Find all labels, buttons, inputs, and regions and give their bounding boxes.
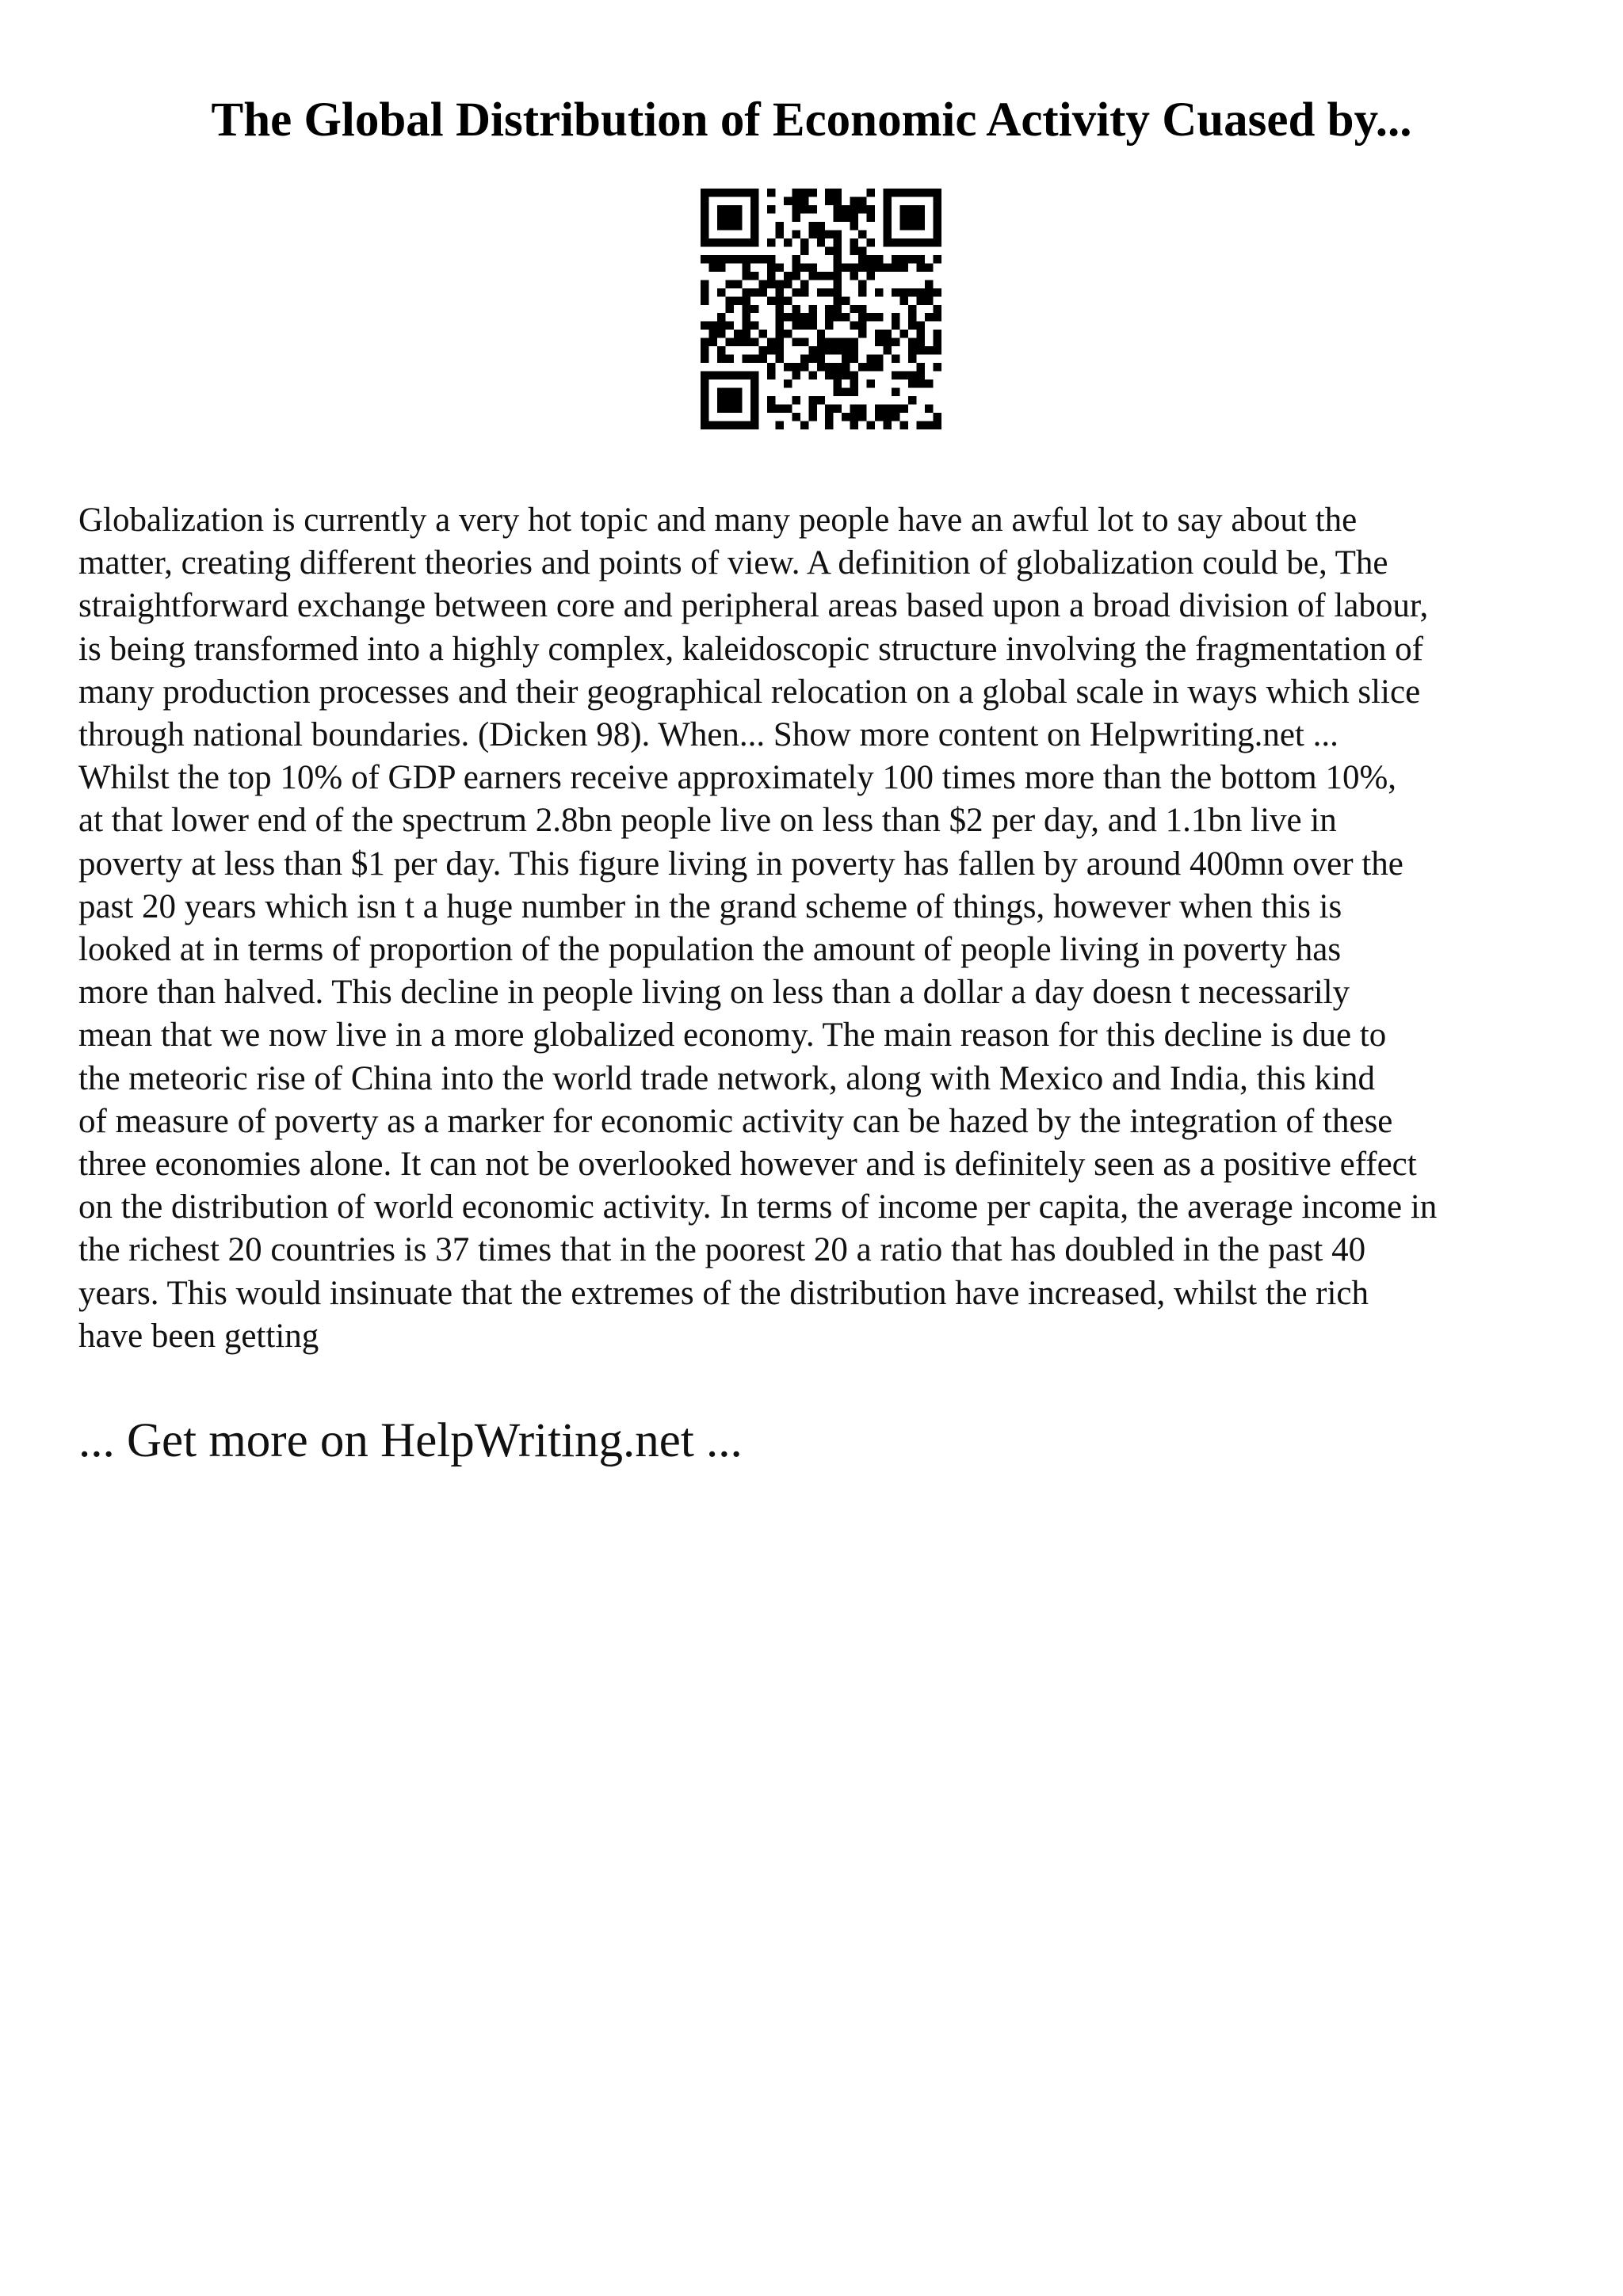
page-title: The Global Distribution of Economic Activity Cuased by...: [211, 93, 1412, 147]
body-line: mean that we now live in a more globalized economy. The main reason for this decline is due to: [78, 1016, 1387, 1055]
body-line: years. This would insinuate that the extremes of the distribution have increased, whilst the rich: [78, 1274, 1369, 1312]
body-line: matter, creating different theories and points of view. A definition of globalization could be, The: [78, 544, 1388, 582]
body-line: is being transformed into a highly complex, kaleidoscopic structure involving the fragmentation of: [78, 630, 1423, 668]
body-line: past 20 years which isn t a huge number in the grand scheme of things, however when this is: [78, 887, 1342, 925]
body-line: at that lower end of the spectrum 2.8bn people live on less than $2 per day, and 1.1bn live in: [78, 802, 1337, 840]
body-line: more than halved. This decline in people living on less than a dollar a day doesn t necessarily: [78, 974, 1350, 1012]
body-line: through national boundaries. (Dicken 98). When... Show more content on Helpwriting.net ...: [78, 716, 1338, 754]
body-line: have been getting: [78, 1317, 319, 1355]
body-line: on the distribution of world economic activity. In terms of income per capita, the average income in: [78, 1188, 1438, 1226]
body-line: Whilst the top 10% of GDP earners receive approximately 100 times more than the bottom 10%,: [78, 759, 1397, 797]
body-line: Globalization is currently a very hot topic and many people have an awful lot to say about the: [78, 502, 1358, 539]
body-line: the meteoric rise of China into the world trade network, along with Mexico and India, this kind: [78, 1059, 1375, 1097]
body-line: three economies alone. It can not be overlooked however and is definitely seen as a positive effect: [78, 1146, 1417, 1184]
body-line: poverty at less than $1 per day. This figure living in poverty has fallen by around 400mn over the: [78, 845, 1403, 883]
get-more-link[interactable]: ... Get more on HelpWriting.net ...: [78, 1414, 743, 1467]
body-line: many production processes and their geographical relocation on a global scale in ways which slice: [78, 673, 1421, 711]
body-line: of measure of poverty as a marker for economic activity can be hazed by the integration of these: [78, 1102, 1393, 1140]
qr-code-icon[interactable]: [701, 189, 941, 429]
body-line: straightforward exchange between core and peripheral areas based upon a broad division of labour,: [78, 587, 1429, 625]
body-line: looked at in terms of proportion of the population the amount of people living in poverty has: [78, 931, 1342, 969]
body-line: the richest 20 countries is 37 times that in the poorest 20 a ratio that has doubled in the past 40: [78, 1231, 1366, 1269]
article-body: [78, 499, 1568, 1358]
